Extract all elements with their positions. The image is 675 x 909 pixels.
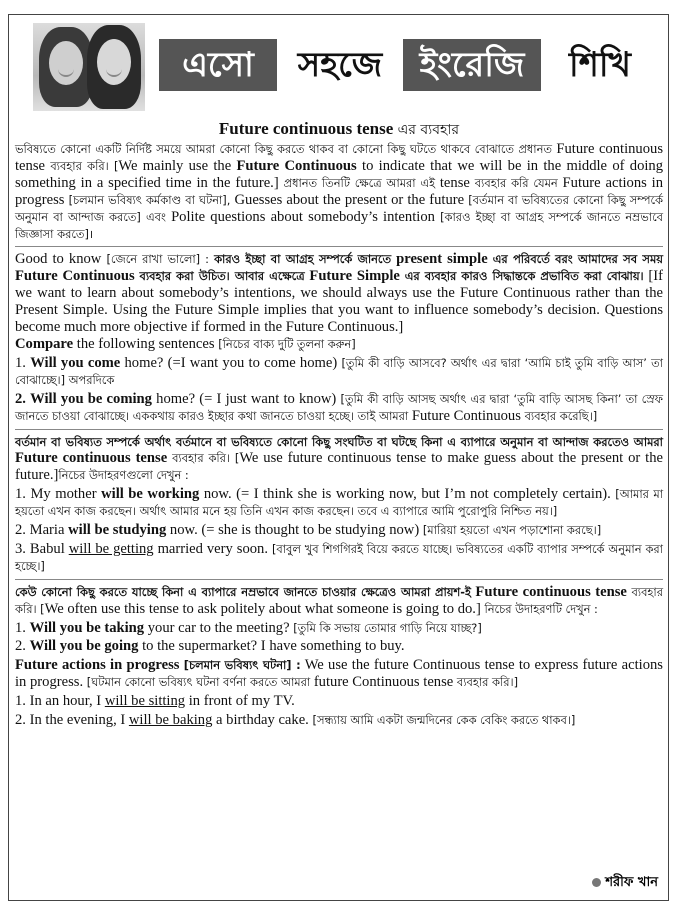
compare-item-1: 1. Will you come home? (=I want you to come home) [তুমি কী বাড়ি আসবে? অর্থাৎ এর দ্বারা ‘আমি চাই তুমি বাড়ি আস’ তা বোঝাচ্ছে।] অপরদিকে bbox=[15, 354, 663, 387]
banner-word-4: শিখি bbox=[545, 39, 655, 91]
banner-word-1: এসো bbox=[159, 39, 277, 91]
author-signature: শরীফ খান bbox=[592, 873, 658, 894]
polite-paragraph: কেউ কোনো কিছু করতে যাচ্ছে কিনা এ ব্যাপারে নম্রভাবে জানতে চাওয়ার ক্ষেত্রেও আমরা প্রায়শ-ই Future continuous tense ব্যবহার করি। [We often use this tense to ask politely about what someone is going to do.] নিচের উদাহরণটি দেখুন : bbox=[15, 583, 663, 617]
article-body bbox=[15, 119, 663, 729]
guesses-paragraph: বর্তমান বা ভবিষ্যত সম্পর্কে অর্থাৎ বর্তমানে বা ভবিষ্যতে কোনো কিছু সংঘটিত বা ঘটছে কিনা এ ব্যাপারে অনুমান বা আন্দাজ করতেও আমরা Future continuous tense ব্যবহার করি। [We use future continuous tense to make guess about the present or the future.]নিচের উদাহরণগুলো দেখুন : bbox=[15, 434, 663, 484]
intro-paragraph: ভবিষ্যতে কোনো একটি নির্দিষ্ট সময়ে আমরা কোনো কিছু করতে থাকব বা কোনো কিছু ঘটতে থাকবে বোঝাতে প্রধানত Future continuous tense ব্যবহার করি। [We mainly use the Future Continuous to indicate that we will be in the middle of doing something in a specified time in the future.] প্রধানত তিনটি ক্ষেত্রে আমরা এই tense ব্যবহার করি যেমন Future actions in progress [চলমান ভবিষ্যৎ কর্মকাণ্ড বা ঘটনা], Guesses about the present or the future [বর্তমান বা ভবিষ্যতের কোনো কিছু সম্পর্কে অনুমান বা আন্দাজ করতে] এবং Polite questions about somebody’s intention [কারও ইচ্ছা বা আগ্রহ সম্পর্কে জানতে নম্রভাবে জিজ্ঞাসা করতে]। bbox=[15, 141, 664, 241]
divider bbox=[15, 246, 663, 247]
good-to-know-paragraph: Good to know [জেনে রাখা ভালো] : কারও ইচ্ছা বা আগ্রহ সম্পর্কে জানতে present simple এর পরিবর্তে বরং আমাদের সব সময় Future Continuous ব্যবহার করা উচিত। আবার এক্ষেত্রে Future Simple এর ব্যবহার কারও সিদ্ধান্তকে প্রভাবিত করা বোঝায়। [If we want to learn about somebody’s intentions, we should always use the Future Continuous rather than the Present Simple. Using the Future Simple implies that you want to influence somebody’s decision. Questions become much more objective if formed in the Future Continuous.] Compare the following sentences [নিচের বাক্য দুটি তুলনা করুন] bbox=[15, 251, 664, 352]
bullet-icon bbox=[592, 878, 601, 887]
banner-word-3: ইংরেজি bbox=[403, 39, 541, 91]
progress-example-1: 1. In an hour, I will be sitting in front of my TV. bbox=[15, 693, 295, 710]
article-page bbox=[8, 14, 669, 901]
compare-item-2: 2. Will you be coming home? (= I just want to know) [তুমি কী বাড়ি আসছ অর্থাৎ এর দ্বারা ‘তুমি বাড়ি আসছ কিনা’ তা স্রেফ জানতে চাওয়া বোঝাচ্ছে। এককথায় কারও ইচ্ছার কথা জানতে চাওয়া হচ্ছে। তাই আমরা Future Continuous ব্যবহার করেছি।] bbox=[15, 390, 663, 424]
progress-example-2: 2. In the evening, I will be baking a birthday cake. [সন্ধ্যায় আমি একটা জন্মদিনের কেক বেকিং করতে থাকব।] bbox=[15, 712, 576, 729]
polite-example-1: 1. Will you be taking your car to the meeting? [তুমি কি সভায় তোমার গাড়ি নিয়ে যাচ্ছ?] bbox=[15, 619, 482, 636]
divider bbox=[15, 579, 663, 580]
banner-word-2: সহজে bbox=[281, 39, 399, 91]
guess-example-3: 3. Babul will be getting married very soon. [বাবুল খুব শিগগিরই বিয়ে করতে যাচ্ছে। ভবিষ্যতের একটি ব্যাপার সম্পর্কে অনুমান করা হচ্ছে।] bbox=[15, 540, 663, 573]
progress-paragraph: Future actions in progress [চলমান ভবিষ্যৎ ঘটনা] : We use the future Continuous tense to express future actions in progress. [ঘটমান কোনো ভবিষ্যৎ ঘটনা বর্ণনা করতে আমরা future Continuous tense ব্যবহার করি।] bbox=[15, 657, 663, 691]
guess-example-2: 2. Maria will be studying now. (= she is thought to be studying now) [মারিয়া হয়তো এখন পড়াশোনা করছে।] bbox=[15, 522, 602, 539]
divider bbox=[15, 429, 663, 430]
polite-example-2: 2. Will you be going to the supermarket? I have something to buy. bbox=[15, 638, 405, 655]
header-photo bbox=[33, 23, 145, 111]
title-banner bbox=[9, 15, 668, 115]
article-heading: Future continuous tense এর ব্যবহার bbox=[218, 119, 460, 138]
guess-example-1: 1. My mother will be working now. (= I think she is working now, but I’m not completely certain). [আমার মা হয়তো এখন কাজ করছেন। অর্থাৎ আমার মনে হয় তিনি এখন কাজ করছেন। তবে এ ব্যাপারে আমি পুরোপুরি নিশ্চিত নয়।] bbox=[15, 486, 664, 519]
